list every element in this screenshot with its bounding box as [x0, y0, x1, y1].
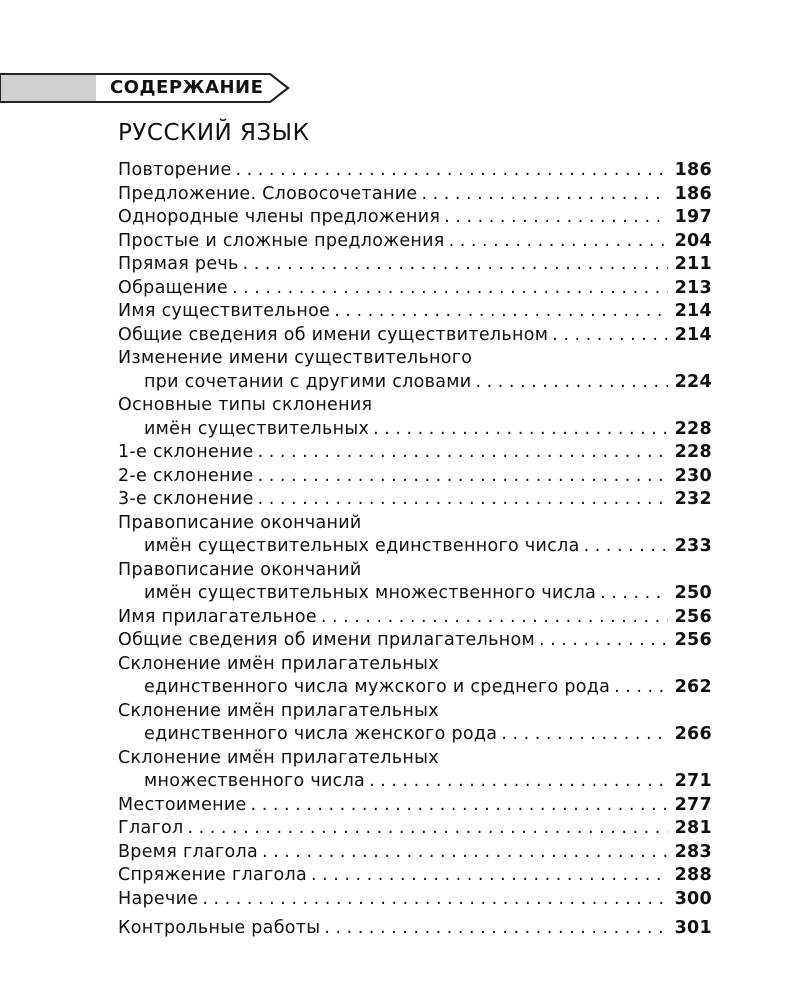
toc-entry-line	[118, 488, 712, 512]
toc-entry[interactable]	[118, 888, 712, 912]
contents-header-tab	[0, 72, 292, 104]
section-title: РУССКИЙ ЯЗЫК	[118, 120, 310, 146]
toc-entry-line	[118, 629, 712, 653]
toc-entry-line	[118, 559, 712, 583]
toc-entry-title: Склонение имён прилагательных	[118, 747, 439, 768]
toc-entry-title: имён существительных множественного числа	[144, 583, 597, 603]
toc-entry[interactable]	[118, 206, 712, 230]
toc-entry-title: Прямая речь	[118, 254, 239, 274]
toc-entry-line	[118, 418, 712, 442]
toc-entry-line	[118, 888, 712, 912]
toc-dot-leader	[324, 917, 668, 941]
toc-entry[interactable]	[118, 277, 712, 301]
toc-dot-leader	[584, 535, 668, 559]
toc-dot-leader	[187, 817, 668, 841]
toc-page-number: 230	[674, 465, 712, 486]
toc-entry[interactable]	[118, 465, 712, 489]
toc-entry-title: Изменение имени существительного	[118, 348, 473, 368]
toc-dot-leader	[258, 441, 668, 465]
toc-entry[interactable]	[118, 324, 712, 348]
toc-entry-line	[118, 394, 712, 418]
toc-entry-title: Основные типы склонения	[118, 395, 373, 415]
toc-entry[interactable]	[118, 512, 712, 559]
toc-page-number: 300	[674, 888, 712, 909]
toc-entry-line	[118, 230, 712, 254]
toc-dot-leader	[236, 159, 668, 183]
toc-entry[interactable]	[118, 864, 712, 888]
toc-dot-leader	[501, 723, 668, 747]
toc-dot-leader	[421, 183, 668, 207]
toc-page-number: 232	[674, 489, 712, 509]
toc-dot-leader	[251, 794, 668, 818]
toc-entry-title: единственного числа мужского и среднего рода	[144, 677, 611, 697]
toc-entry-title: Предложение. Словосочетание	[118, 183, 418, 204]
toc-entry[interactable]	[118, 230, 712, 254]
toc-entry-line	[118, 817, 712, 841]
toc-dot-leader	[232, 277, 668, 301]
toc-entry[interactable]	[118, 253, 712, 277]
toc-entry[interactable]	[118, 300, 712, 324]
toc-entry[interactable]	[118, 794, 712, 818]
toc-entry-title: имён существительных	[144, 418, 370, 439]
toc-entry-title: Простые и сложные предложения	[118, 230, 445, 251]
toc-entry-title: Спряжение глагола	[118, 865, 307, 885]
toc-entry[interactable]	[118, 488, 712, 512]
toc-page-number: 213	[674, 277, 712, 298]
toc-entry-line	[118, 770, 712, 794]
toc-page-number: 233	[674, 536, 712, 556]
toc-entry-line	[118, 206, 712, 230]
toc-dot-leader	[258, 488, 668, 512]
toc-entry[interactable]	[118, 441, 712, 465]
toc-page-number: 262	[674, 677, 712, 697]
toc-entry-title: Склонение имён прилагательных	[118, 700, 439, 721]
toc-entry[interactable]	[118, 700, 712, 747]
toc-entry-title: Контрольные работы	[118, 918, 321, 938]
toc-entry-line	[118, 700, 712, 724]
toc-dot-leader	[262, 841, 668, 865]
toc-entry-line	[118, 535, 712, 559]
toc-dot-leader	[614, 676, 668, 700]
toc-entry-title: Обращение	[118, 277, 228, 298]
toc-entry-title: при сочетании с другими словами	[144, 371, 472, 392]
toc-page-number: 271	[674, 771, 712, 791]
toc-entry-title: Общие сведения об имени существительном	[118, 324, 549, 345]
toc-entry-line	[118, 441, 712, 465]
toc-entry-line	[118, 653, 712, 677]
toc-entry-title: 3-е склонение	[118, 489, 254, 509]
toc-entry-line	[118, 582, 712, 606]
toc-page-number: 256	[674, 606, 712, 627]
toc-entry-title: Правописание окончаний	[118, 512, 362, 533]
toc-entry[interactable]	[118, 606, 712, 630]
toc-page-number: 301	[674, 918, 712, 938]
toc-page-number: 186	[674, 183, 712, 204]
toc-entry-line	[118, 512, 712, 536]
toc-dot-leader	[258, 465, 668, 489]
toc-entry[interactable]	[118, 817, 712, 841]
toc-page-number: 214	[674, 301, 712, 321]
toc-entry-title: множественного числа	[144, 771, 366, 791]
toc-entry[interactable]	[118, 559, 712, 606]
toc-page-number: 186	[674, 160, 712, 180]
toc-dot-leader	[243, 253, 668, 277]
toc-entry[interactable]	[118, 653, 712, 700]
toc-entry-title: Глагол	[118, 818, 184, 838]
toc-dot-leader	[600, 582, 668, 606]
toc-page-number: 224	[674, 371, 712, 392]
toc-page-number: 211	[674, 254, 712, 274]
toc-dot-leader	[334, 300, 668, 324]
toc-entry[interactable]	[118, 629, 712, 653]
toc-entry[interactable]	[118, 159, 712, 183]
toc-page-number: 197	[674, 207, 712, 227]
toc-dot-leader	[539, 629, 668, 653]
toc-entry-line	[118, 794, 712, 818]
toc-entry-title: Повторение	[118, 160, 232, 180]
toc-entry-title: 1-е склонение	[118, 442, 254, 462]
toc-entry-line	[118, 676, 712, 700]
toc-entry-title: Общие сведения об имени прилагательном	[118, 630, 535, 650]
toc-entry-line	[118, 277, 712, 301]
toc-entry-line	[118, 465, 712, 489]
toc-dot-leader	[311, 864, 668, 888]
toc-entry-line	[118, 159, 712, 183]
toc-page-number: 250	[674, 583, 712, 603]
toc-entry[interactable]	[118, 917, 712, 941]
toc-entry[interactable]	[118, 347, 712, 394]
toc-page-number: 228	[674, 442, 712, 462]
toc-entry-title: единственного числа женского рода	[144, 724, 498, 744]
toc-entry-line	[118, 183, 712, 207]
toc-dot-leader	[444, 206, 668, 230]
toc-page-number: 288	[674, 865, 712, 885]
toc-entry-title: Правописание окончаний	[118, 559, 362, 580]
toc-entry-line	[118, 300, 712, 324]
toc-entry-line	[118, 253, 712, 277]
toc-entry-title: Склонение имён прилагательных	[118, 653, 439, 674]
toc-page-number: 204	[674, 230, 712, 251]
toc-entry-line	[118, 347, 712, 371]
toc-entry-title: имён существительных единственного числа	[144, 536, 580, 556]
toc-entry[interactable]	[118, 841, 712, 865]
toc-entry-line	[118, 841, 712, 865]
toc-entry[interactable]	[118, 394, 712, 441]
toc-dot-leader	[321, 606, 668, 630]
toc-entry-line	[118, 747, 712, 771]
toc-page-number: 283	[674, 841, 712, 862]
toc-entry[interactable]	[118, 747, 712, 794]
contents-header-label: СОДЕРЖАНИЕ	[110, 77, 264, 98]
toc-entry-title: Имя существительное	[118, 301, 331, 321]
toc-entry-line	[118, 723, 712, 747]
toc-dot-leader	[373, 418, 668, 442]
toc-dot-leader	[202, 888, 668, 912]
toc-entry-title: Местоимение	[118, 794, 247, 815]
toc-dot-leader	[369, 770, 668, 794]
toc-entry-title: Имя прилагательное	[118, 606, 317, 627]
toc-page-number: 281	[674, 818, 712, 838]
toc-page-number: 277	[674, 794, 712, 815]
toc-entry[interactable]	[118, 183, 712, 207]
table-of-contents	[118, 159, 712, 941]
toc-page-number: 214	[674, 324, 712, 345]
toc-page-number: 228	[674, 418, 712, 439]
toc-entry-title: Наречие	[118, 888, 199, 909]
toc-dot-leader	[552, 324, 668, 348]
toc-entry-line	[118, 371, 712, 395]
toc-dot-leader	[475, 371, 668, 395]
toc-entry-line	[118, 606, 712, 630]
toc-entry-line	[118, 324, 712, 348]
toc-entry-title: 2-е склонение	[118, 465, 254, 486]
toc-dot-leader	[449, 230, 668, 254]
toc-entry-line	[118, 917, 712, 941]
toc-page-number: 266	[674, 724, 712, 744]
toc-entry-title: Время глагола	[118, 841, 258, 862]
toc-page-number: 256	[674, 630, 712, 650]
toc-entry-title: Однородные члены предложения	[118, 207, 441, 227]
toc-entry-line	[118, 864, 712, 888]
